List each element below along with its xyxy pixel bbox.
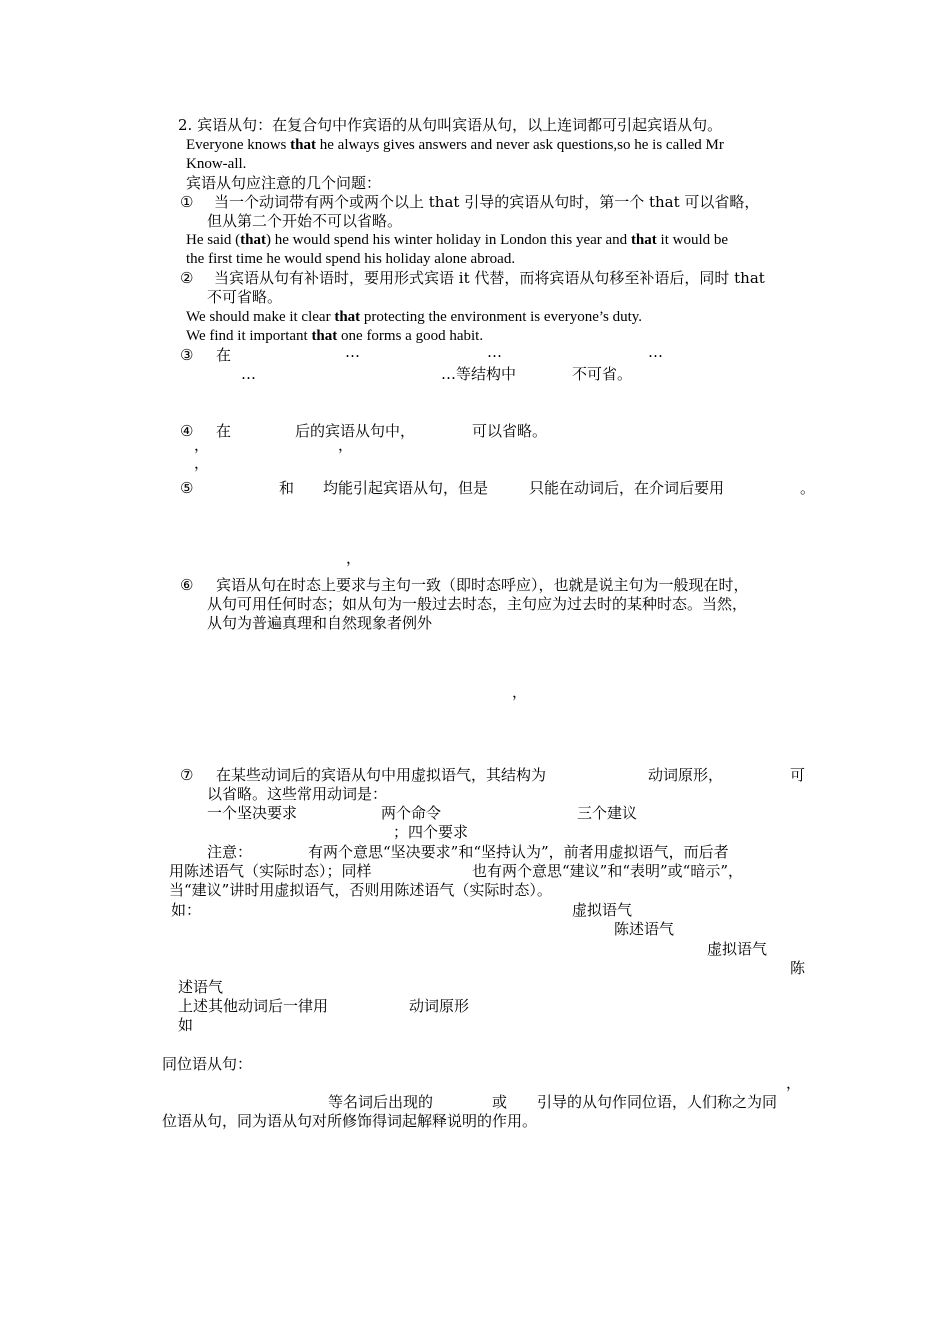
point-text: 。: [800, 479, 816, 497]
example-sentence: Everyone knows that he always gives answers and never ask questions,so he is called Mr: [186, 137, 724, 153]
point-text: 和: [279, 479, 295, 497]
example-sentence: He said (that) he would spend his winter holiday in London this year and that it would be: [186, 232, 729, 248]
verb-group: ；四个要求: [393, 823, 469, 841]
note-text: 有两个意思“坚决要求”和“坚持认为”，前者用虚拟语气，而后者: [308, 843, 729, 861]
section-title: 同位语从句：: [162, 1055, 253, 1073]
point-text: 只能在动词后，在介词后要用: [529, 479, 725, 497]
point-text: 在: [216, 422, 232, 440]
point-text: 均能引起宾语从句，但是: [323, 479, 489, 497]
comma: ，: [346, 549, 362, 567]
note-label: 注意：: [207, 843, 253, 861]
example-label: 如: [178, 1016, 194, 1034]
point-text-cont: 不可省略。: [207, 288, 283, 306]
verb-group: 一个坚决要求: [207, 804, 298, 822]
section-text: 等名词后出现的: [328, 1093, 434, 1111]
point-text: 当宾语从句有补语时，要用形式宾语 it 代替，而将宾语从句移至补语后，同时 that: [214, 269, 765, 287]
example-sentence: We should make it clear that protecting the environment is everyone’s duty.: [186, 309, 643, 325]
point-text-cont: 但从第二个开始不可以省略。: [207, 212, 403, 230]
example-sentence-cont: Know-all.: [186, 156, 247, 172]
point-text: 宾语从句在时态上要求与主句一致（即时态呼应），也就是说主句为一般现在时，: [216, 576, 749, 594]
comma: ，: [194, 454, 210, 472]
ellipsis: …: [487, 343, 502, 361]
mood-label: 虚拟语气: [707, 940, 768, 958]
ellipsis: …: [345, 343, 360, 361]
comma: ，: [194, 436, 210, 454]
rule-text: 动词原形: [409, 997, 470, 1015]
point-text: 在: [216, 346, 232, 364]
intro-text: 宾语从句应注意的几个问题：: [186, 174, 382, 192]
point-text: 当一个动词带有两个或两个以上 that 引导的宾语从句时，第一个 that 可以省略，: [214, 193, 760, 211]
mood-label: 陈: [790, 959, 806, 977]
note-text: 用陈述语气（实际时态）；同样: [169, 862, 372, 880]
comma: ，: [338, 436, 354, 454]
mood-label: 陈述语气: [614, 920, 675, 938]
point-text: 动词原形，: [648, 766, 724, 784]
point-text-cont: 以省略。这些常用动词是：: [207, 785, 388, 803]
rule-text: 上述其他动词后一律用: [178, 997, 329, 1015]
point-number: ⑤: [180, 479, 194, 497]
point-number: ④: [180, 422, 194, 440]
comma: ，: [512, 683, 528, 701]
verb-group: 两个命令: [381, 804, 442, 822]
point-text-cont: 从句为普遍真理和自然现象者例外: [207, 614, 433, 632]
example-label: 如：: [171, 901, 202, 919]
mood-label: 虚拟语气: [572, 901, 633, 919]
section-heading: 2. 宾语从句：在复合句中作宾语的从句叫宾语从句，以上连词都可引起宾语从句。: [178, 116, 723, 134]
point-number: ⑦: [180, 766, 194, 784]
example-sentence: We find it important that one forms a good habit.: [186, 328, 484, 344]
verb-group: 三个建议: [577, 804, 638, 822]
note-text: 当“建议”讲时用虚拟语气，否则用陈述语气（实际时态）。: [169, 881, 552, 899]
point-text: 在某些动词后的宾语从句中用虚拟语气，其结构为: [216, 766, 547, 784]
mood-label: 述语气: [178, 978, 224, 996]
point-number: ⑥: [180, 576, 194, 594]
point-text: 可: [790, 766, 806, 784]
comma: ，: [786, 1074, 802, 1092]
section-text: 或: [492, 1093, 508, 1111]
point-number: ①: [180, 193, 194, 211]
ellipsis: …: [241, 365, 256, 383]
point-number: ②: [180, 269, 194, 287]
point-text: 可以省略。: [472, 422, 548, 440]
example-sentence-cont: the first time he would spend his holiday alone abroad.: [186, 251, 516, 267]
point-number: ③: [180, 346, 194, 364]
note-text: 也有两个意思“建议”和“表明”或“暗示”，: [472, 862, 744, 880]
point-text: 后的宾语从句中，: [295, 422, 416, 440]
section-text: 引导的从句作同位语，人们称之为同: [537, 1093, 778, 1111]
point-text-cont: 从句可用任何时态；如从句为一般过去时态，主句应为过去时的某种时态。当然，: [207, 595, 748, 613]
section-text: 位语从句，同为语从句对所修饰得词起解释说明的作用。: [162, 1112, 538, 1130]
ellipsis: …: [648, 343, 663, 361]
point-text-cont: …等结构中: [441, 365, 517, 383]
point-text-cont: 不可省。: [572, 365, 633, 383]
